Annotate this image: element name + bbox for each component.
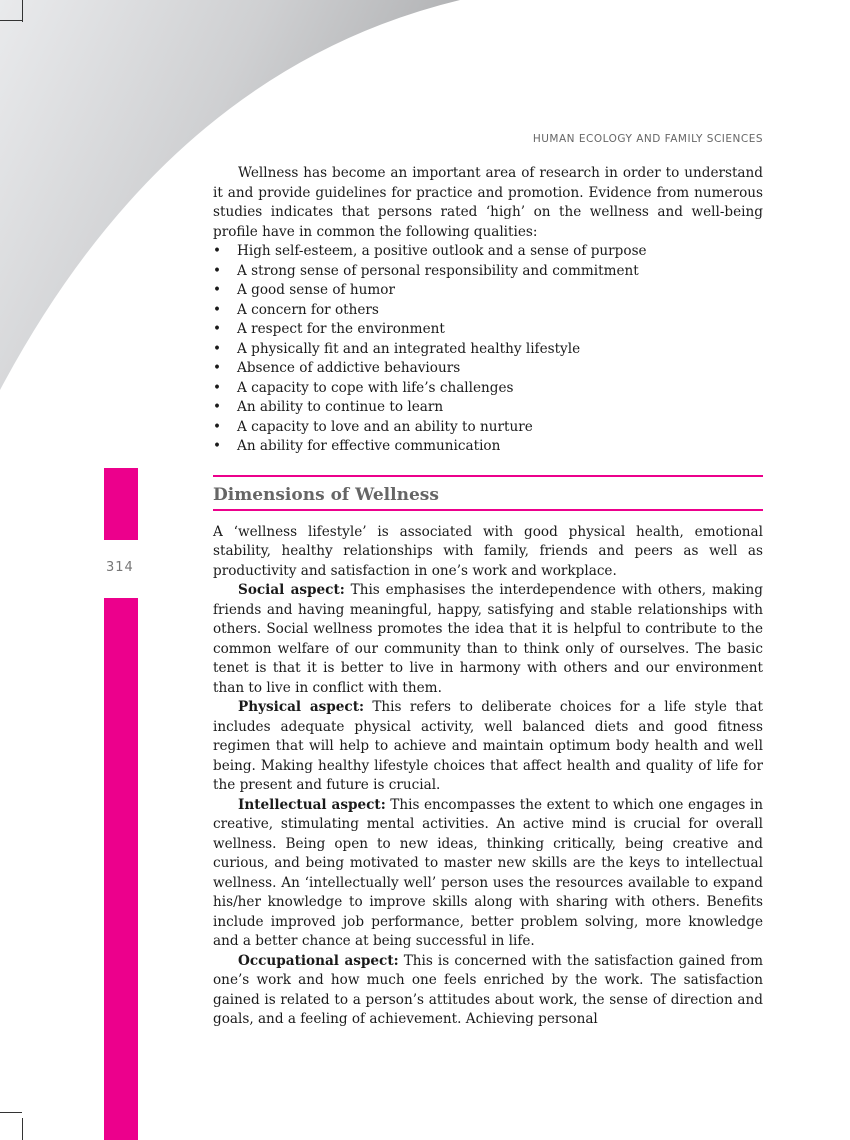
list-item: • A good sense of humor	[213, 281, 763, 301]
intro-paragraph: Wellness has become an important area of research in order to understand it and provide guidelines for practice and promotion. Evidence from numerous studies indicates that persons rated ‘high’ on the wellness and well-being profile have in common the following qualities:	[213, 165, 763, 240]
crop-mark-bottom-vertical	[22, 1118, 23, 1140]
intellectual-aspect-text: This encompasses the extent to which one engages in creative, stimulating mental activities. An active mind is crucial for overall wellness. Being open to new ideas, thinking critically, being creative and curious, and being motivated to master new skills are the keys to intellectual wellness. An ‘intellectually well’ person uses the resources available to expand his/her knowledge to improve skills along with sharing with others. Benefits include improved job performance, better problem solving, more knowledge and a better chance at being successful in life.	[213, 796, 763, 949]
crop-mark-top-vertical	[22, 0, 23, 22]
running-header: HUMAN ECOLOGY AND FAMILY SCIENCES	[532, 133, 763, 145]
section-heading-box	[213, 475, 763, 511]
page-content	[213, 164, 763, 1030]
list-item: • High self-esteem, a positive outlook and a sense of purpose	[213, 242, 763, 262]
social-aspect-term: Social aspect:	[238, 582, 345, 598]
occupational-aspect-paragraph	[213, 952, 763, 1030]
list-item: • Absence of addictive behaviours	[213, 359, 763, 379]
list-item: • A physically fit and an integrated healthy lifestyle	[213, 340, 763, 360]
section-lead-paragraph: A ‘wellness lifestyle’ is associated with good physical health, emotional stability, healthy relationships with family, friends and peers as well as productivity and satisfaction in one’s work and workplace.	[213, 523, 763, 579]
social-aspect-text: This emphasises the interdependence with others, making friends and having meaningful, happy, satisfying and stable relationships with others. Social wellness promotes the idea that it is helpful to contribute to the common welfare of our community than to think only of ourselves. The basic tenet is that it is better to live in harmony with others and our environment than to live in conflict with them.	[213, 582, 763, 696]
social-aspect-paragraph	[213, 581, 763, 698]
list-item: • A respect for the environment	[213, 320, 763, 340]
occupational-aspect-term: Occupational aspect:	[238, 952, 399, 969]
margin-accent-bar-upper	[104, 468, 138, 540]
physical-aspect-text: This refers to deliberate choices for a life style that includes adequate physical activity, well balanced diets and good fitness regimen that will help to achieve and maintain optimum body health and well being. Making healthy lifestyle choices that affect health and quality of life for the present and future is crucial.	[213, 699, 763, 793]
list-item: • A capacity to cope with life’s challenges	[213, 379, 763, 399]
intellectual-aspect-term: Intellectual aspect:	[238, 796, 386, 813]
section-title: Dimensions of Wellness	[213, 484, 439, 505]
margin-accent-bar-lower	[104, 598, 138, 1140]
crop-mark-bottom-horizontal	[0, 1112, 22, 1113]
list-item: • A capacity to love and an ability to nurture	[213, 418, 763, 438]
crop-mark-top-horizontal	[0, 20, 22, 21]
list-item: • An ability to continue to learn	[213, 398, 763, 418]
page-number: 314	[106, 560, 134, 575]
physical-aspect-term: Physical aspect:	[238, 699, 365, 715]
list-item: • An ability for effective communication	[213, 437, 763, 457]
intellectual-aspect-paragraph	[213, 796, 763, 952]
qualities-list	[213, 242, 763, 457]
physical-aspect-paragraph	[213, 698, 763, 796]
list-item: • A strong sense of personal responsibility and commitment	[213, 262, 763, 282]
list-item: • A concern for others	[213, 301, 763, 321]
occupational-aspect-text: This is concerned with the satisfaction gained from one’s work and how much one feels enriched by the work. The satisfaction gained is related to a person’s attitudes about work, the sense of direction and goals, and a feeling of achievement. Achieving personal	[213, 952, 763, 1027]
